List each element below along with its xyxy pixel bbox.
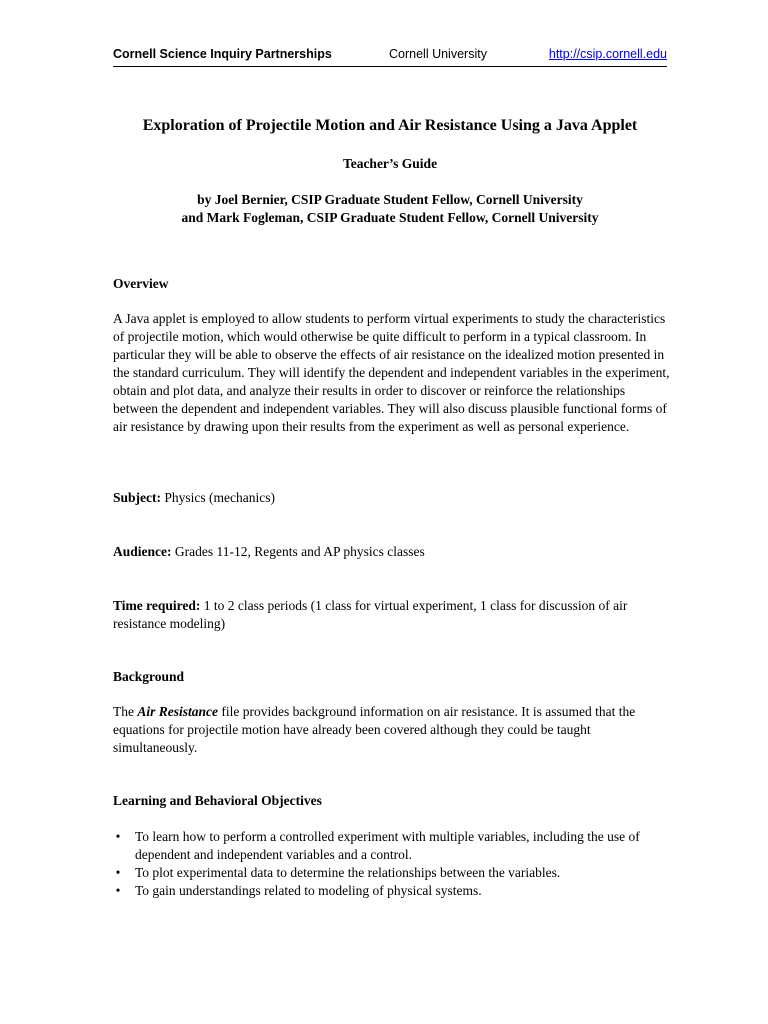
audience-line	[113, 543, 671, 561]
objective-text-1: To learn how to perform a controlled experiment with multiple variables, including the use of dependent and independent variables and a control.	[135, 829, 640, 862]
air-resistance-emphasis: Air Resistance	[137, 704, 219, 719]
background-pre: The	[113, 704, 138, 719]
objective-text-3: To gain understandings related to modeling of physical systems.	[135, 883, 482, 898]
time-required-label: Time required:	[113, 598, 201, 613]
subject-label: Subject:	[113, 490, 161, 505]
overview-paragraph: A Java applet is employed to allow students to perform virtual experiments to study the characteristics of projectile motion, which would otherwise be quite difficult to perform in a typical classroom. In particular they will be able to observe the effects of air resistance on the idealized motion presented in the standard curriculum. They will identify the dependent and independent variables in the experiment, obtain and plot data, and analyze their results in order to discover or reinforce the relationships between the dependent and independent variables. They will also discuss plausible functional forms of air resistance by drawing upon their results from the experiment as well as personal experience.	[113, 311, 670, 434]
header-university: Cornell University	[389, 47, 487, 61]
background-post: file provides background information on air resistance. It is assumed that the equations for projectile motion have already been covered although they could be taught simultaneously.	[113, 704, 636, 755]
audience-value: Grades 11-12, Regents and AP physics classes	[171, 544, 425, 559]
objectives-heading: Learning and Behavioral Objectives	[113, 793, 322, 808]
time-required-value: 1 to 2 class periods (1 class for virtual experiment, 1 class for discussion of air resistance modeling)	[113, 598, 628, 631]
bullet-icon: •	[115, 829, 121, 844]
background-paragraph	[113, 703, 671, 757]
list-item	[113, 828, 671, 864]
header-url-link[interactable]: http://csip.cornell.edu	[548, 47, 667, 61]
header-organization: Cornell Science Inquiry Partnerships	[113, 47, 332, 61]
objectives-list	[113, 828, 671, 900]
subject-line	[113, 489, 671, 507]
page-header	[113, 44, 667, 67]
document-subtitle: Teacher’s Guide	[342, 156, 438, 171]
audience-label: Audience:	[113, 544, 172, 559]
authors-block	[60, 191, 720, 227]
authors-line-1: by Joel Bernier, CSIP Graduate Student Fellow, Cornell University	[197, 192, 583, 207]
bullet-icon: •	[115, 883, 121, 898]
list-item	[113, 864, 671, 882]
authors-line-2: and Mark Fogleman, CSIP Graduate Student Fellow, Cornell University	[181, 210, 599, 225]
time-required-line	[113, 597, 671, 633]
bullet-icon: •	[115, 865, 121, 880]
objective-text-2: To plot experimental data to determine the relationships between the variables.	[135, 865, 561, 880]
list-item	[113, 882, 671, 900]
background-heading: Background	[113, 669, 185, 684]
overview-heading: Overview	[113, 276, 169, 291]
document-title: Exploration of Projectile Motion and Air Resistance Using a Java Applet	[142, 117, 638, 134]
subject-value: Physics (mechanics)	[161, 490, 275, 505]
